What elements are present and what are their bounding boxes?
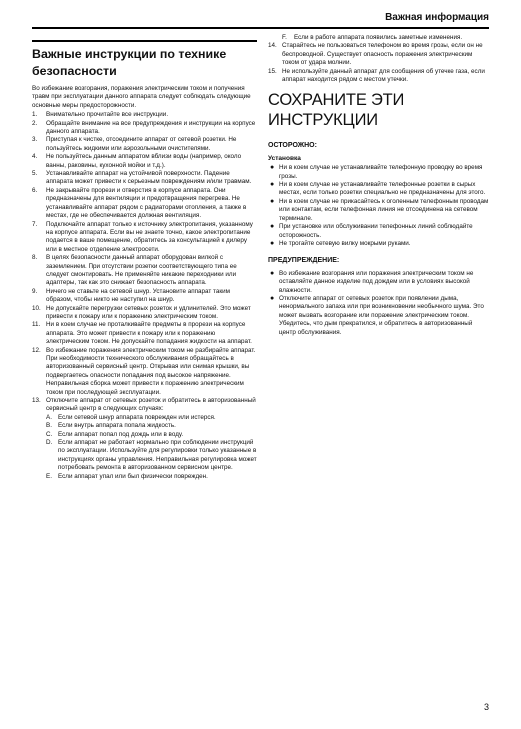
sub-text: Если аппарат не работает нормально при соблюдении инструкций по эксплуатации. Используйте для регулировки только указанные в инструкциях органы управления. Неправильная регулировка может потребовать ремонта в авторизованном сервисном центре. xyxy=(58,439,257,472)
item-text: Обращайте внимание на все предупреждения и инструкции на корпусе данного аппарата. xyxy=(46,119,256,136)
sub-text: Если аппарат упал или был физически поврежден. xyxy=(58,472,208,480)
bullet-text: Во избежание возгорания или поражения электрическим током не оставляйте данное изделие под дождем или в условиях высокой влажности. xyxy=(279,269,474,294)
sub-letter: F. xyxy=(282,34,287,41)
sub-letter: D. xyxy=(46,439,53,447)
item-number: 8. xyxy=(32,254,38,262)
sub-letter: A. xyxy=(46,413,52,421)
sublist xyxy=(46,414,257,481)
list-item xyxy=(32,221,257,255)
bullet-item xyxy=(268,295,490,337)
safety-instructions-title: Важные инструкции по технике безопасности xyxy=(32,40,257,80)
bullet-icon: ● xyxy=(270,181,275,189)
warning-heading: ПРЕДУПРЕЖДЕНИЕ: xyxy=(268,257,340,265)
caution-heading: ОСТОРОЖНО: xyxy=(268,142,317,150)
bullet-icon: ● xyxy=(270,164,275,172)
item-number: 10. xyxy=(32,304,41,312)
list-item xyxy=(32,321,257,346)
item-text: Не допускайте перегрузки сетевых розеток и удлинителей. Это может привести к пожару или к поражению электрическим током. xyxy=(46,304,251,320)
item-number: 12. xyxy=(32,346,41,354)
item-number: 13. xyxy=(32,397,41,405)
item-number: 1. xyxy=(32,111,38,119)
page-number: 3 xyxy=(483,702,489,712)
list-item xyxy=(32,111,257,119)
bullet-item xyxy=(268,181,490,198)
list-item xyxy=(32,120,257,137)
sub-text: Если в работе аппарата появились заметные изменения. xyxy=(294,34,463,41)
item-number: 6. xyxy=(32,186,38,194)
item-number: 5. xyxy=(32,170,38,178)
bullet-text: При установке или обслуживании телефонных линий соблюдайте осторожность. xyxy=(279,223,473,239)
right-column xyxy=(268,34,490,337)
item-text: В целях безопасности данный аппарат оборудован вилкой с заземлением. При отсутствии розетки соответствующего типа ее следует смонтировать. Не применяйте никакие переходники или адаптеры, так как это снижает безопасность аппарата. xyxy=(46,254,237,287)
list-item xyxy=(32,254,257,288)
sublist-item xyxy=(46,473,257,481)
list-item xyxy=(32,397,257,414)
list-item xyxy=(32,288,257,305)
bullet-item xyxy=(268,223,490,240)
bullet-item xyxy=(268,240,490,248)
list-item xyxy=(32,170,257,187)
list-item xyxy=(268,42,490,67)
item-text: Приступая к чистке, отсоедините аппарат от сетевой розетки. Не пользуйтесь жидкими или аэрозольными очистителями. xyxy=(46,136,237,152)
installation-subheading: Установка xyxy=(268,154,301,162)
sub-letter: B. xyxy=(46,422,52,430)
sub-text: Если сетевой шнур аппарата поврежден или истерся. xyxy=(58,413,216,421)
bullet-item xyxy=(268,270,490,295)
bullet-icon: ● xyxy=(270,239,275,247)
page-header-title: Важная информация xyxy=(385,12,489,23)
bullet-text: Отключите аппарат от сетевых розеток при появлении дыма, ненормального запаха или при возникновении необычного шума. Это может вызвать возгорание или поражение электрическим током. Убедитесь, что дым прекратился, и обратитесь в авторизованный центр обслуживания. xyxy=(279,294,484,336)
bullet-item xyxy=(268,198,490,223)
sublist-item xyxy=(46,414,257,422)
item-number: 7. xyxy=(32,220,38,228)
item-text: Отключите аппарат от сетевых розеток и обратитесь в авторизованный сервисный центр в следующих случаях: xyxy=(46,397,256,413)
item-number: 4. xyxy=(32,153,38,161)
list-item xyxy=(32,136,257,153)
item-text: Ничего не ставьте на сетевой шнур. Установите аппарат таким образом, чтобы никто не наступил на шнур. xyxy=(46,287,230,304)
left-column xyxy=(32,34,257,481)
bullet-text: Не трогайте сетевую вилку мокрыми руками. xyxy=(279,239,411,247)
item-number: 2. xyxy=(32,119,38,127)
item-text: Не закрывайте прорези и отверстия в корпусе аппарата. Они предназначены для вентиляции и предотвращения перегрева. Не устанавливайте аппарат рядом с радиаторами отопления, а также в местах, где не обеспечивается должная вентиляция. xyxy=(46,186,247,220)
sub-text: Если аппарат попал под дождь или в воду. xyxy=(58,430,184,438)
item-number: 9. xyxy=(32,287,38,295)
sublist-item xyxy=(46,439,257,473)
save-instructions-heading: СОХРАНИТЕ ЭТИ ИНСТРУКЦИИ xyxy=(268,91,405,130)
sublist-item xyxy=(46,431,257,439)
item-text: Устанавливайте аппарат на устойчивой поверхности. Падение аппарата может привести к серьезным повреждениям и/или травмам. xyxy=(46,170,252,186)
sub-letter: E. xyxy=(46,472,52,480)
list-item xyxy=(268,68,490,85)
item-text: Старайтесь не пользоваться телефоном во время грозы, если он не беспроводной. Существует опасность поражения электрическим током от удара молнии. xyxy=(282,42,483,67)
item-number: 15. xyxy=(268,67,277,75)
bullet-icon: ● xyxy=(270,294,275,302)
list-item xyxy=(32,347,257,397)
sub-letter: C. xyxy=(46,430,53,438)
item-text: Во избежание поражения электрическим током не разбирайте аппарат. При необходимости технического обслуживания обращайтесь в авторизованный сервисный центр. Открывая или снимая крышки, вы подвергаетесь опасности попадания под высокое напряжение. Неправильная сборка может привести к поражению электрическим током при последующей эксплуатации. xyxy=(46,346,256,396)
list-item xyxy=(32,305,257,322)
item-text: Не пользуйтесь данным аппаратом вблизи воды (например, около ванны, раковины, кухонной мойки и т.д.). xyxy=(46,153,242,169)
bullet-icon: ● xyxy=(270,197,275,205)
item-text: Не используйте данный аппарат для сообщения об утечке газа, если аппарат находится рядом с местом утечки. xyxy=(282,67,485,84)
list-item xyxy=(32,153,257,170)
item-number: 14. xyxy=(268,42,277,50)
intro-paragraph: Во избежание возгорания, поражения электрическим током и получения травм при эксплуатации данного аппарата следует соблюдать следующие основные меры предосторожности. xyxy=(32,85,251,109)
bullet-text: Ни в коем случае не устанавливайте телефонную проводку во время грозы. xyxy=(279,164,483,180)
bullet-icon: ● xyxy=(270,269,275,277)
bullet-icon: ● xyxy=(270,223,275,231)
header-rule xyxy=(32,27,489,29)
item-text: Ни в коем случае не проталкивайте предметы в прорези на корпусе аппарата. Это может привести к пожару или к поражению электрическим током. Не допускайте попадания жидкости на аппарат. xyxy=(46,321,252,346)
bullet-item xyxy=(268,164,490,181)
item-text: Подключайте аппарат только к источнику электропитания, указанному на корпусе аппарата. Если вы не знаете точно, какое электропитание подается в ваше помещение, обратитесь за консультацией к дилеру или в местное отделение электросети. xyxy=(46,220,253,253)
bullet-text: Ни в коем случае не устанавливайте телефонные розетки в сырых местах, если только розетки специально не предназначены для этого. xyxy=(279,181,486,197)
sub-text: Если внутрь аппарата попала жидкость. xyxy=(58,422,176,430)
item-text: Внимательно прочитайте все инструкции. xyxy=(46,111,169,119)
item-number: 3. xyxy=(32,136,38,144)
list-item xyxy=(32,187,257,221)
bullet-text: Ни в коем случае не прикасайтесь к оголенным телефонным проводам или контактам, если телефонная линия не отсоединена на сетевом терминале. xyxy=(279,197,489,222)
item-number: 11. xyxy=(32,321,41,329)
sublist-item xyxy=(46,422,257,430)
